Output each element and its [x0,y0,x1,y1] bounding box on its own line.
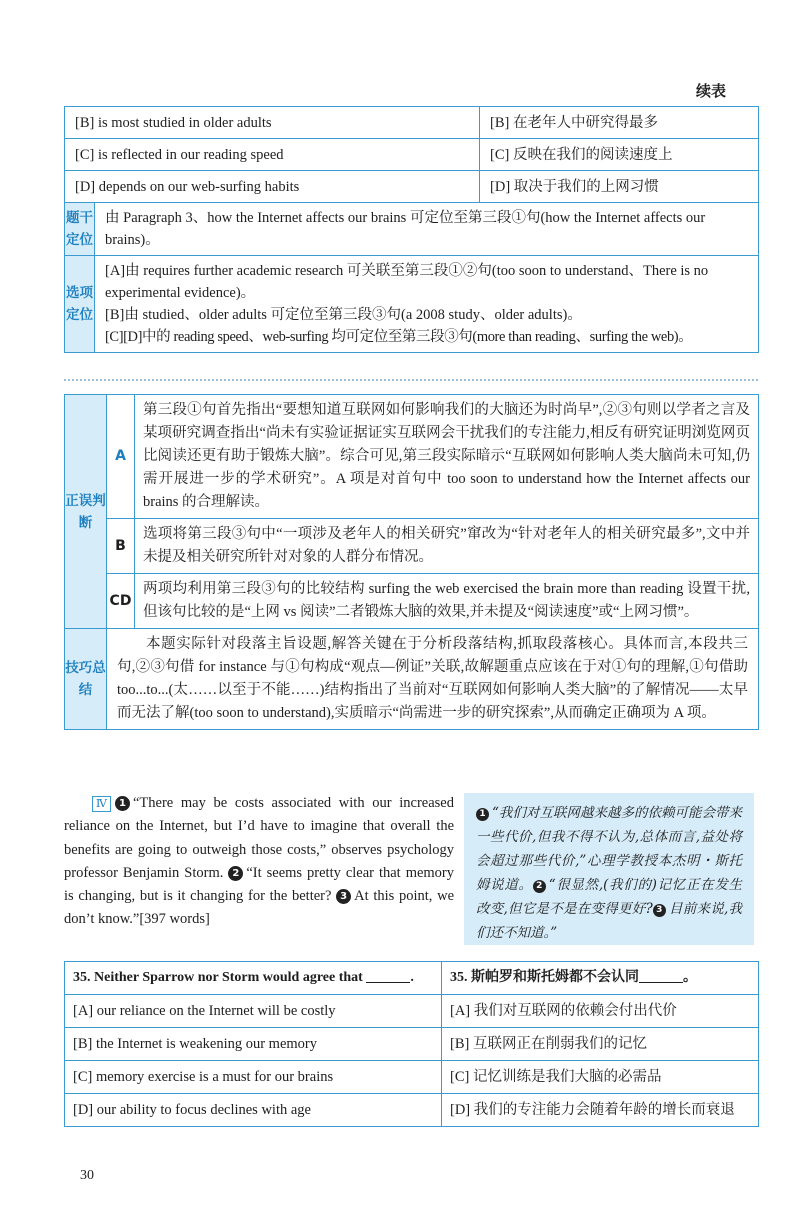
translation-box [464,793,754,945]
option-location-text [95,256,759,353]
answer-option-en: [B] the Internet is weakening our memory [65,1028,442,1061]
judgement-label: 正误判断 [65,395,107,629]
answer-option-zh: [D] 我们的专注能力会随着年龄的增长而衰退 [442,1094,759,1127]
option-row-c [65,139,759,171]
question-text: 35. Neither Sparrow nor Storm would agree that [73,970,363,985]
options-table [64,106,759,353]
passage-sentence: “It seems pretty clear that memory is changing, but is it changing for the better? [64,864,455,905]
option-zh: [B] 在老年人中研究得最多 [480,107,759,139]
stem-location-text: 由 Paragraph 3、how the Internet affects our brains 可定位至第三段①句(how the Internet affects our brains)。 [95,203,759,256]
translation-sentence: “很显然,(我们的)记忆正在发生改变,但它是不是在变得更好? [476,877,743,917]
answer-option-en: [A] our reliance on the Internet will be costly [65,995,442,1028]
option-location-line: [B]由 studied、older adults 可定位至第三段③句(a 2008 study、older adults)。 [105,307,582,323]
stem-location-row [65,203,759,256]
stem-location-label: 题干定位 [65,203,95,256]
option-location-row [65,256,759,353]
judgement-text: 两项均利用第三段③句的比较结构 surfing the web exercised the brain more than reading 设置干扰,但该句比较的是“上网 vs 阅读”二者锻炼大脑的效果,并未提及“阅读速度”或“上网习惯”。 [135,574,759,629]
question-zh [442,962,759,995]
answer-option-row [65,1061,759,1094]
option-zh: [D] 取决于我们的上网习惯 [480,171,759,203]
translation-sentence: “我们对互联网越来越多的依赖可能会带来一些代价,但我不得不认为,总体而言,益处将会超过那些代价,”心理学教授本杰明・斯托姆说道。 [476,805,742,893]
answer-option-zh: [C] 记忆训练是我们大脑的必需品 [442,1061,759,1094]
question-text: 35. 斯帕罗和斯托姆都不会认同 [450,970,639,985]
passage-sentence: “There may be costs associated with our increased reliance on the Internet, but I’d have to imagine that overall the benefits are going to outweigh those costs,” observes psychology professor Benjamin Storm. [64,795,454,881]
question-row [65,962,759,995]
sentence-number-icon: 1 [115,796,130,811]
sentence-number-icon: 2 [228,866,243,881]
option-location-line: [A]由 requires further academic research 可关联至第三段①②句(too soon to understand、There is no experimental evidence)。 [105,263,709,301]
sentence-number-icon: 1 [476,808,489,821]
sentence-number-icon: 3 [653,904,666,917]
option-row-d [65,171,759,203]
judgement-key: CD [107,574,135,629]
skill-summary-label: 技巧总结 [65,629,107,730]
option-zh: [C] 反映在我们的阅读速度上 [480,139,759,171]
answer-option-en: [C] memory exercise is a must for our brains [65,1061,442,1094]
option-row-b [65,107,759,139]
dotted-divider [64,379,758,381]
paragraph-number: Ⅳ [92,796,111,812]
question-en [65,962,442,995]
judgement-key: B [107,519,135,574]
judgement-text: 选项将第三段③句中“一项涉及老年人的相关研究”窜改为“针对老年人的相关研究最多”,文中并未提及相关研究所针对对象的人群分布情况。 [135,519,759,574]
option-location-label: 选项定位 [65,256,95,353]
answer-option-row [65,1028,759,1061]
passage-sentence: At this point, we don’t know.” [64,888,455,928]
question-table [64,961,759,1127]
passage-paragraph [64,792,454,932]
judgement-row-b [65,519,759,574]
sentence-number-icon: 3 [336,889,351,904]
analysis-table [64,394,759,730]
skill-summary-row [65,629,759,730]
sentence-number-icon: 2 [533,880,546,893]
judgement-text: 第三段①句首先指出“要想知道互联网如何影响我们的大脑还为时尚早”,②③句则以学者之言及某项研究调查指出“尚未有实验证据证实互联网会干扰我们的专注能力,相反有研究证明浏览网页比阅读还更有助于锻炼大脑”。综合可见,第三段实际暗示“互联网如何影响人类大脑尚未可知,仍需开展进一步的学术研究”。A 项是对首句中 too soon to understand how the Internet affects our brains 的合理解读。 [135,395,759,519]
question-end: . [410,970,414,985]
option-location-line: [C][D]中的 reading speed、web-surfing 均可定位至第三段③句(more than reading、surfing the web)。 [105,329,693,345]
answer-blank [639,968,683,983]
continued-label: 续表 [695,82,726,100]
option-en: [B] is most studied in older adults [65,107,480,139]
page-number: 30 [80,1168,94,1183]
word-count: [397 words] [139,911,210,928]
question-end: 。 [683,970,697,985]
answer-option-zh: [B] 互联网正在削弱我们的记忆 [442,1028,759,1061]
judgement-row-a [65,395,759,519]
judgement-key: A [107,395,135,519]
answer-option-row [65,1094,759,1127]
option-en: [D] depends on our web-surfing habits [65,171,480,203]
answer-option-en: [D] our ability to focus declines with age [65,1094,442,1127]
judgement-row-cd [65,574,759,629]
answer-option-zh: [A] 我们对互联网的依赖会付出代价 [442,995,759,1028]
answer-blank [366,968,410,983]
option-en: [C] is reflected in our reading speed [65,139,480,171]
answer-option-row [65,995,759,1028]
translation-sentence: 目前来说,我们还不知道。” [476,901,743,941]
skill-summary-text: 本题实际针对段落主旨设题,解答关键在于分析段落结构,抓取段落核心。具体而言,本段共三句,②③句借 for instance 与①句构成“观点—例证”关联,故解题重点应该在于对①句的理解,①句借助 too...to...(太……以至于不能……)结构指出了当前对“互联网如何影响人类大脑”的了解情况——太早而无法了解(too soon to understand),实质暗示“尚需进一步的研究探索”,从而确定正确项为 A 项。 [107,629,759,730]
